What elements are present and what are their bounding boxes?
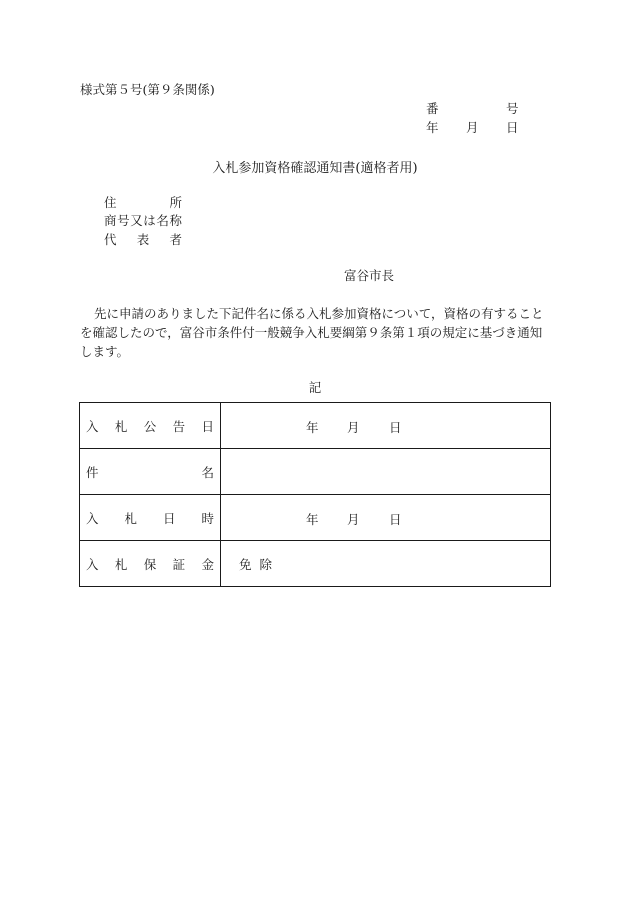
label-cell	[80, 495, 221, 541]
notice-year: 年	[306, 419, 319, 435]
row-label-bid-bond: 入札保証金	[86, 556, 214, 572]
table-row	[80, 449, 551, 495]
bid-day: 日	[389, 511, 402, 527]
row-label-notice-date: 入札公告日	[86, 418, 214, 434]
value-cell	[221, 541, 551, 587]
label-cell	[80, 449, 221, 495]
value-cell	[221, 495, 551, 541]
ki-heading: 記	[308, 380, 322, 395]
date-year-label: 年	[426, 120, 439, 135]
table-row	[80, 403, 551, 449]
number-label-go: 号	[506, 101, 519, 116]
row-label-subject: 件名	[86, 464, 214, 480]
date-month-label: 月	[466, 120, 479, 135]
bid-year: 年	[306, 511, 319, 527]
notice-month: 月	[347, 419, 360, 435]
document-title: 入札参加資格確認通知書(適格者用)	[212, 161, 418, 176]
form-label: 様式第５号(第９条関係)	[80, 82, 215, 97]
body-paragraph: 先に申請のありました下記件名に係る入札参加資格について，資格の有することを確認したので，富谷市条件付一般競争入札要綱第９条第１項の規定に基づき通知します。	[80, 306, 544, 359]
detail-table	[79, 402, 551, 587]
address-label: 住所	[104, 195, 182, 210]
trade-name-label: 商号又は名称	[104, 213, 182, 228]
label-cell	[80, 541, 221, 587]
table-row	[80, 541, 551, 587]
table-row	[80, 495, 551, 541]
bid-bond-value: 免除	[239, 556, 281, 572]
date-day-label: 日	[506, 120, 519, 135]
bid-month: 月	[347, 511, 360, 527]
issuer-name: 富谷市長	[344, 268, 395, 283]
subject-value	[221, 449, 551, 495]
number-label-ban: 番	[426, 101, 439, 116]
representative-label: 代表者	[104, 232, 182, 247]
row-label-bid-datetime: 入札日時	[86, 510, 214, 526]
notice-day: 日	[389, 419, 402, 435]
value-cell	[221, 403, 551, 449]
label-cell	[80, 403, 221, 449]
